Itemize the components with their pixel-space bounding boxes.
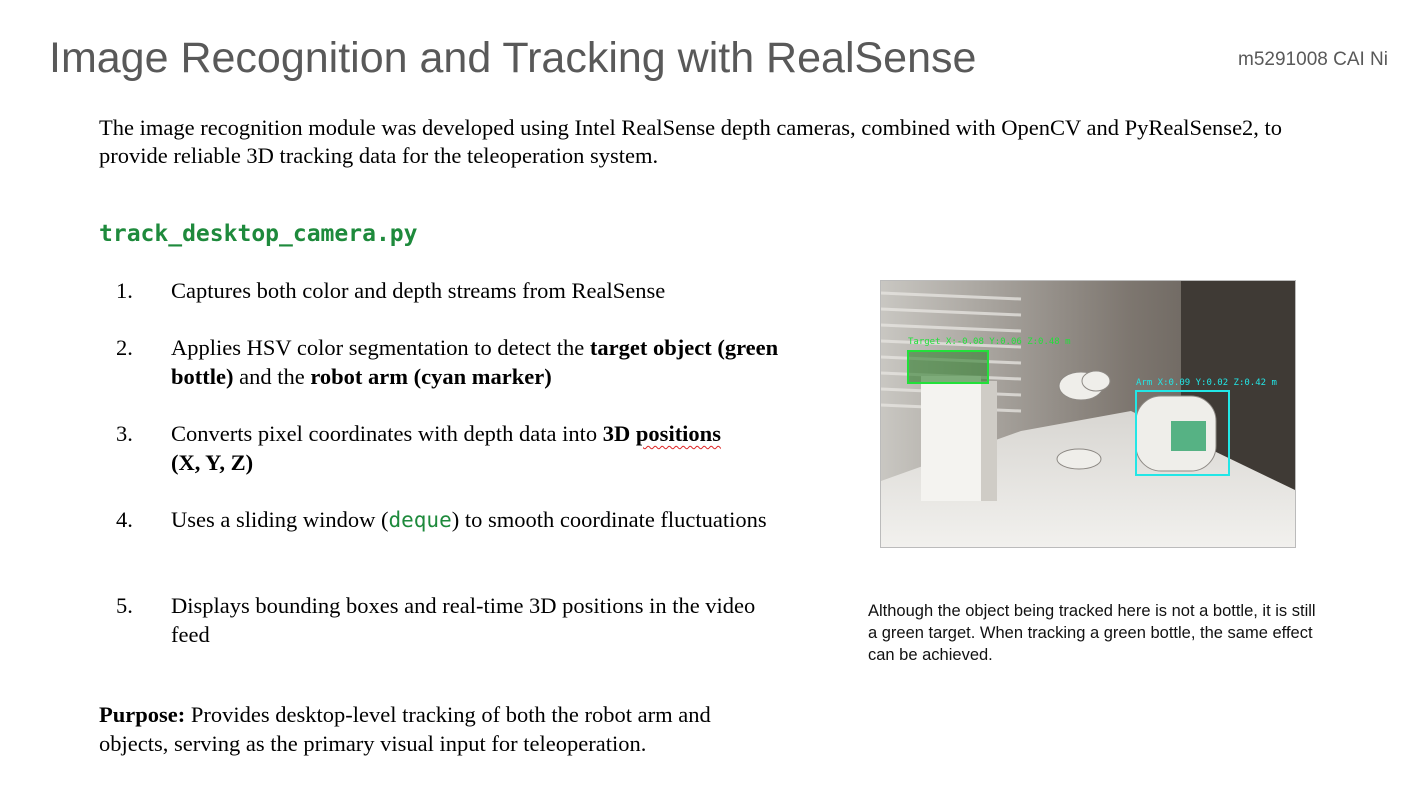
step-5 — [99, 591, 779, 649]
step-text: Converts pixel coordinates with depth data into — [171, 421, 603, 446]
target-position-label: Target X:-0.08 Y:0.06 Z:0.48 m — [908, 337, 1071, 347]
slide-title: Image Recognition and Tracking with RealSense — [49, 34, 977, 82]
step-2 — [99, 333, 779, 391]
inline-code: deque — [388, 508, 452, 532]
intro-paragraph: The image recognition module was developed using Intel RealSense depth cameras, combined with OpenCV and PyRealSense2, to provide reliable 3D tracking data for the teleoperation system. — [99, 115, 1283, 168]
step-number: 3. — [116, 421, 133, 446]
camera-frame-illustration — [881, 281, 1296, 548]
step-4 — [99, 505, 779, 535]
step-number: 2. — [116, 335, 133, 360]
step-text: Applies HSV color segmentation to detect the — [171, 335, 590, 360]
step-text: ) to smooth coordinate fluctuations — [451, 507, 767, 532]
step-text: Captures both color and depth streams from RealSense — [171, 278, 666, 303]
step-text: Displays bounding boxes and real-time 3D positions in the video feed — [171, 593, 756, 647]
step-number: 1. — [116, 278, 133, 303]
purpose-label: Purpose: — [99, 702, 186, 727]
tracking-screenshot — [880, 280, 1296, 548]
purpose-paragraph — [99, 700, 779, 758]
image-caption: Although the object being tracked here is not a bottle, it is still a green target. When tracking a green bottle, the same effect can be achieved. — [868, 602, 1316, 664]
arm-position-label: Arm X:0.09 Y:0.02 Z:0.42 m — [1136, 378, 1277, 388]
target-object-emphasis: target object (green bottle) — [171, 335, 779, 389]
positions-emphasis: 3D — [602, 421, 636, 446]
code-filename: track_desktop_camera.py — [99, 221, 418, 247]
author-label: m5291008 CAI Ni — [1238, 49, 1388, 70]
target-bounding-box — [908, 351, 988, 383]
xyz-emphasis: (X, Y, Z) — [171, 450, 254, 475]
step-text: and the — [233, 364, 311, 389]
step-3 — [99, 419, 779, 477]
purpose-text: Provides desktop-level tracking of both the robot arm and objects, serving as the primary visual input for teleoperation. — [99, 702, 711, 756]
step-1 — [99, 276, 779, 305]
spellcheck-word: positions — [635, 421, 721, 446]
robot-arm-emphasis: robot arm (cyan marker) — [310, 364, 552, 389]
step-number: 5. — [116, 593, 133, 618]
step-number: 4. — [116, 507, 133, 532]
step-text: Uses a sliding window ( — [171, 507, 389, 532]
